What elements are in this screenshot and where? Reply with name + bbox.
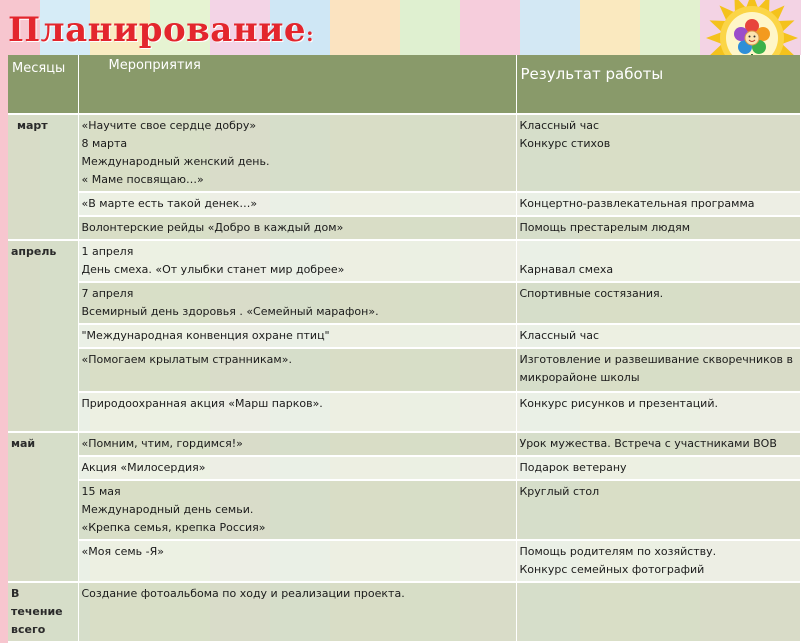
result-cell xyxy=(516,392,800,432)
result-cell xyxy=(516,348,800,392)
month-cell: март xyxy=(8,114,78,240)
header-result: Результат работы xyxy=(516,55,800,114)
header-events: Мероприятия xyxy=(78,55,516,114)
result-line: Конкурс семейных фотографий xyxy=(519,563,705,576)
event-line: Акция «Милосердия» xyxy=(81,461,206,474)
event-cell xyxy=(78,348,516,392)
event-line: Создание фотоальбома по ходу и реализации проекта. xyxy=(81,587,405,600)
result-cell xyxy=(516,216,800,240)
result-line: Спортивные состязания. xyxy=(519,287,664,300)
result-line: микрорайоне школы xyxy=(519,371,640,384)
event-cell xyxy=(78,216,516,240)
event-cell xyxy=(78,392,516,432)
table-row xyxy=(8,480,800,540)
event-line: «В марте есть такой денек…» xyxy=(81,197,258,210)
event-line: "Международная конвенция охране птиц" xyxy=(81,329,330,342)
table-row xyxy=(8,432,800,456)
plan-table-container xyxy=(8,55,800,636)
result-line: Конкурс рисунков и презентаций. xyxy=(519,397,718,410)
event-cell xyxy=(78,324,516,348)
table-row xyxy=(8,392,800,432)
table-row xyxy=(8,114,800,192)
event-line: 8 марта xyxy=(81,137,128,150)
event-line: «Научите свое сердце добру» xyxy=(81,119,257,132)
table-row xyxy=(8,348,800,392)
result-cell xyxy=(516,114,800,192)
event-line: Международный женский день. xyxy=(81,155,270,168)
event-cell xyxy=(78,192,516,216)
event-line: 7 апреля xyxy=(81,287,134,300)
event-line: 1 апреля xyxy=(81,245,134,258)
event-cell xyxy=(78,240,516,282)
event-cell xyxy=(78,432,516,456)
result-line: Классный час xyxy=(519,329,599,342)
result-cell xyxy=(516,540,800,582)
page-title-colon: : xyxy=(306,22,314,46)
result-line: Подарок ветерану xyxy=(519,461,627,474)
result-line: Карнавал смеха xyxy=(519,263,614,276)
result-cell xyxy=(516,324,800,348)
table-row xyxy=(8,582,800,642)
page-title xyxy=(8,10,314,50)
event-cell xyxy=(78,114,516,192)
result-cell xyxy=(516,240,800,282)
event-line: Волонтерские рейды «Добро в каждый дом» xyxy=(81,221,344,234)
result-cell xyxy=(516,192,800,216)
event-line: «Помним, чтим, гордимся!» xyxy=(81,437,243,450)
result-cell xyxy=(516,282,800,324)
plan-table-body xyxy=(8,114,800,642)
result-cell xyxy=(516,480,800,540)
table-row xyxy=(8,240,800,282)
event-cell xyxy=(78,456,516,480)
table-row xyxy=(8,282,800,324)
table-header-row xyxy=(8,55,800,114)
result-line: Конкурс стихов xyxy=(519,137,611,150)
result-line: Помощь родителям по хозяйству. xyxy=(519,545,717,558)
result-line: Концертно-развлекательная программа xyxy=(519,197,755,210)
page-title-text: Планирование xyxy=(8,10,307,50)
result-cell xyxy=(516,582,800,642)
result-line xyxy=(520,585,797,603)
event-line: Международный день семьи. xyxy=(81,503,254,516)
event-cell xyxy=(78,282,516,324)
event-line: «Помогаем крылатым странникам». xyxy=(81,353,292,366)
event-line: Природоохранная акция «Марш парков». xyxy=(81,397,323,410)
event-cell xyxy=(78,540,516,582)
result-line: Изготовление и развешивание скворечников в xyxy=(519,353,793,366)
table-row xyxy=(8,456,800,480)
month-cell: В течение всего xyxy=(8,582,78,642)
event-line: « Маме посвящаю…» xyxy=(81,173,204,186)
plan-table xyxy=(8,55,801,643)
event-cell xyxy=(78,480,516,540)
result-cell xyxy=(516,456,800,480)
month-cell: апрель xyxy=(8,240,78,432)
table-row xyxy=(8,192,800,216)
event-cell xyxy=(78,582,516,642)
result-line: Помощь престарелым людям xyxy=(519,221,691,234)
result-line: Круглый стол xyxy=(519,485,600,498)
event-line: День смеха. «От улыбки станет мир добрее» xyxy=(81,263,345,276)
header-month: Месяцы xyxy=(8,55,78,114)
event-line: «Крепка семья, крепка Россия» xyxy=(81,521,266,534)
result-line: Урок мужества. Встреча с участниками ВОВ xyxy=(519,437,777,450)
event-line: 15 мая xyxy=(81,485,121,498)
result-line xyxy=(520,243,797,261)
table-row xyxy=(8,216,800,240)
result-cell xyxy=(516,432,800,456)
result-line: Классный час xyxy=(519,119,599,132)
month-cell: май xyxy=(8,432,78,582)
table-row xyxy=(8,324,800,348)
event-line: Всемирный день здоровья . «Семейный марафон». xyxy=(81,305,379,318)
table-row xyxy=(8,540,800,582)
event-line: «Моя семь -Я» xyxy=(81,545,164,558)
